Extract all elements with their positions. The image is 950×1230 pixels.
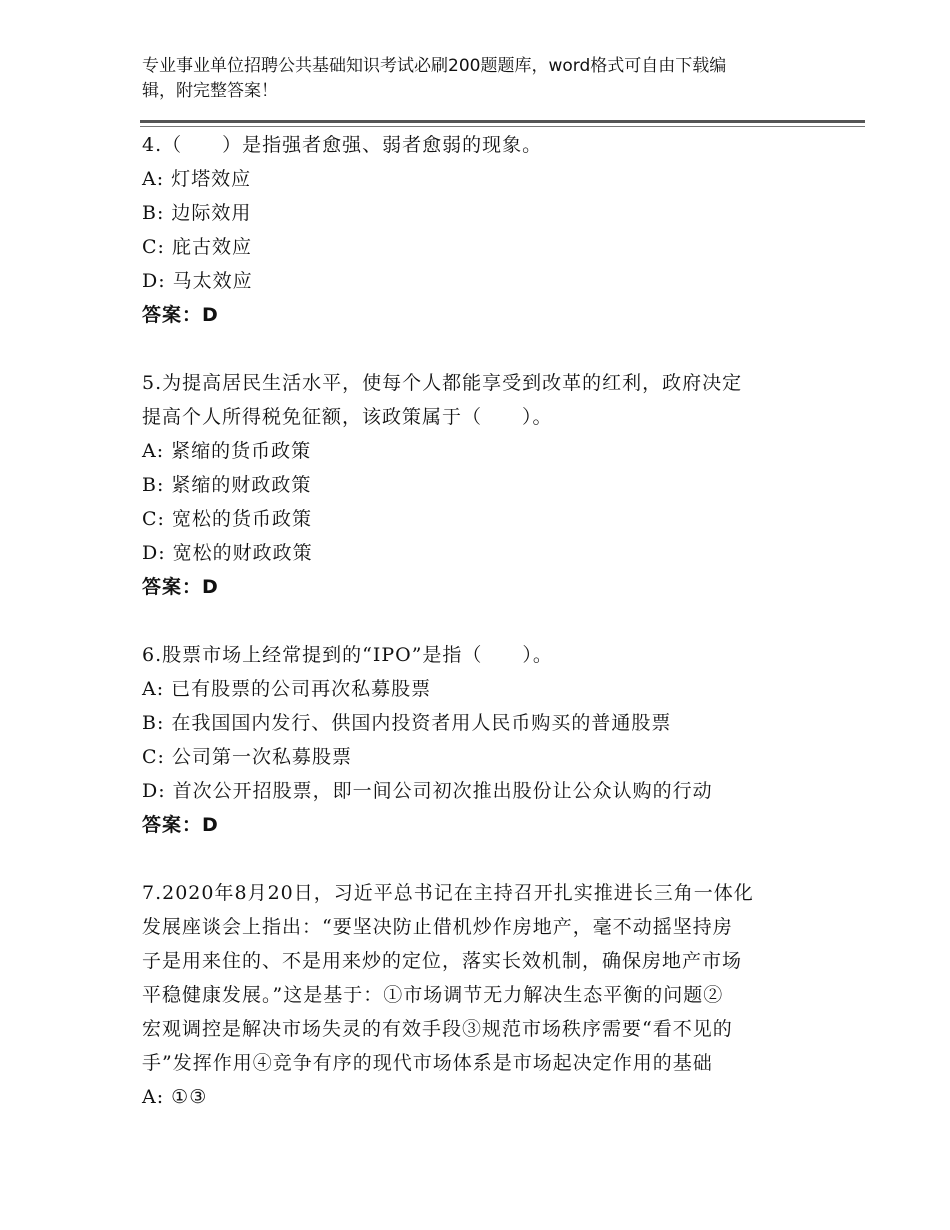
header-line-2: 辑，附完整答案！ (142, 81, 278, 101)
option-a: A: ①③ (142, 1086, 208, 1108)
header-divider-thick (140, 120, 865, 123)
question-stem: 宏观调控是解决市场失灵的有效手段③规范市场秩序需要“看不见的 (142, 1018, 733, 1040)
spacer (142, 842, 822, 876)
question-stem: 平稳健康发展。”这是基于：①市场调节无力解决生态平衡的问题② (142, 984, 724, 1006)
answer-label: 答案：D (142, 814, 219, 836)
question-stem: 7.2020年8月20日，习近平总书记在主持召开扎实推进长三角一体化 (142, 882, 754, 904)
option-a: A: 已有股票的公司再次私募股票 (142, 678, 432, 700)
question-stem: 4.（ ）是指强者愈强、弱者愈弱的现象。 (142, 134, 543, 156)
question-7 (142, 876, 822, 1114)
answer-label: 答案：D (142, 576, 219, 598)
header-line-1: 专业事业单位招聘公共基础知识考试必刷200题题库，word格式可自由下载编 (142, 56, 727, 76)
option-b: B: 在我国国内发行、供国内投资者用人民币购买的普通股票 (142, 712, 672, 734)
option-d: D: 马太效应 (142, 270, 253, 292)
document-header (142, 54, 802, 104)
question-stem: 6.股票市场上经常提到的“IPO”是指（ ）。 (142, 644, 553, 666)
option-c: C: 庇古效应 (142, 236, 252, 258)
answer-label: 答案：D (142, 304, 219, 326)
option-b: B: 边际效用 (142, 202, 252, 224)
question-stem: 手”发挥作用④竞争有序的现代市场体系是市场起决定作用的基础 (142, 1052, 713, 1074)
spacer (142, 604, 822, 638)
question-list (142, 128, 822, 1114)
option-b: B: 紧缩的财政政策 (142, 474, 312, 496)
option-a: A: 灯塔效应 (142, 168, 252, 190)
question-stem: 提高个人所得税免征额，该政策属于（ ）。 (142, 406, 553, 428)
option-d: D: 首次公开招股票，即一间公司初次推出股份让公众认购的行动 (142, 780, 713, 802)
question-6 (142, 638, 822, 842)
question-stem: 发展座谈会上指出：“要坚决防止借机炒作房地产，毫不动摇坚持房 (142, 916, 733, 938)
option-c: C: 宽松的货币政策 (142, 508, 312, 530)
option-a: A: 紧缩的货币政策 (142, 440, 312, 462)
header-divider-thin (140, 126, 865, 127)
question-stem: 子是用来住的、不是用来炒的定位，落实长效机制，确保房地产市场 (142, 950, 743, 972)
option-d: D: 宽松的财政政策 (142, 542, 313, 564)
question-5 (142, 366, 822, 604)
question-4 (142, 128, 822, 332)
question-stem: 5.为提高居民生活水平，使每个人都能享受到改革的红利，政府决定 (142, 372, 743, 394)
option-c: C: 公司第一次私募股票 (142, 746, 352, 768)
spacer (142, 332, 822, 366)
